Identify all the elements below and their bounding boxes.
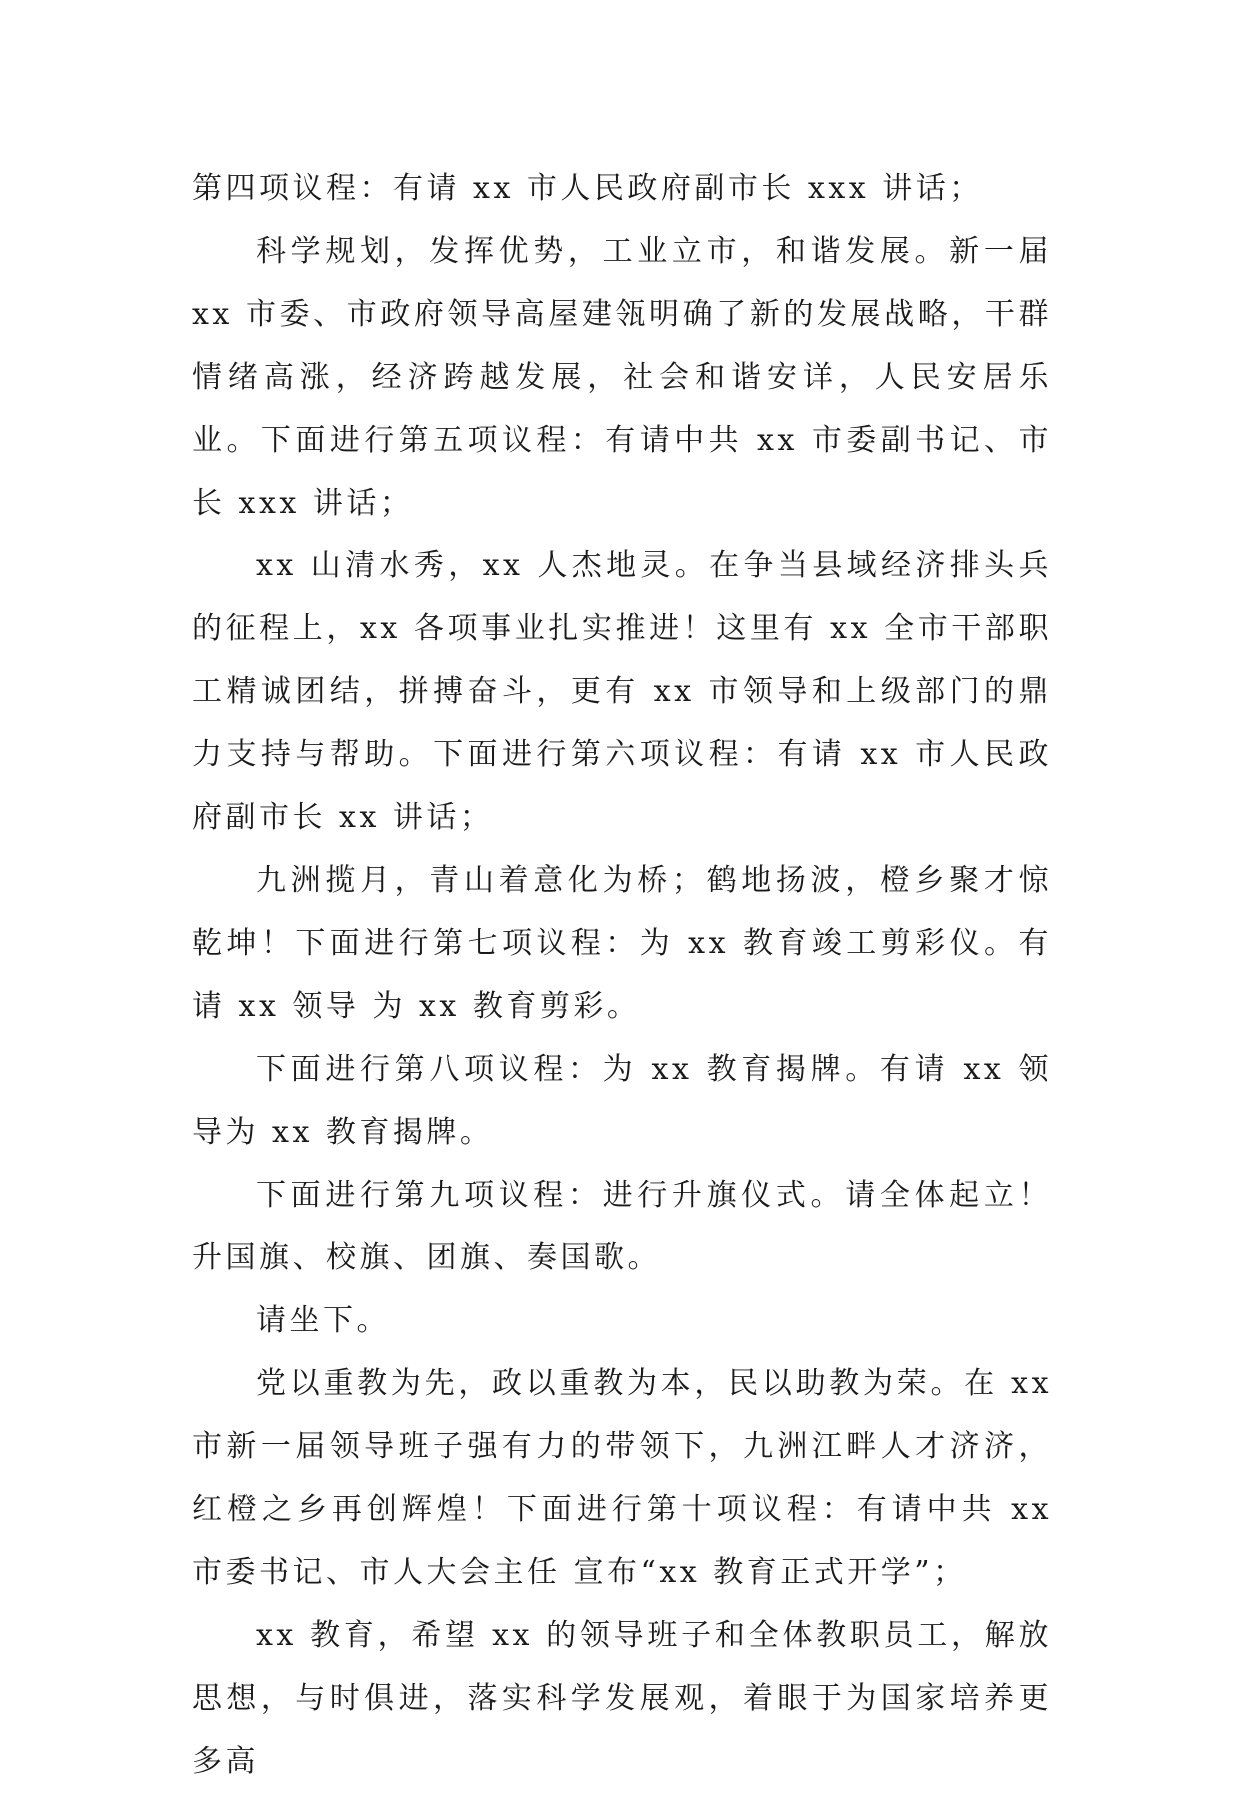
paragraph-agenda-7: 九洲揽月，青山着意化为桥；鹤地扬波，橙乡聚才惊乾坤！下面进行第七项议程：为 xx 教育竣工剪彩仪。有请 xx 领导 为 xx 教育剪彩。 <box>192 862 1052 1024</box>
paragraph-agenda-8: 下面进行第八项议程：为 xx 教育揭牌。有请 xx 领导为 xx 教育揭牌。 <box>192 1051 1052 1150</box>
paragraph-agenda-5: 科学规划，发挥优势，工业立市，和谐发展。新一届 xx 市委、市政府领导高屋建瓴明确了新的发展战略，干群情绪高涨，经济跨越发展，社会和谐安详，人民安居乐业。下面进行第五项议程：有请中共 xx 市委副书记、市长 xxx 讲话； <box>192 233 1052 521</box>
document-body <box>192 158 1052 1794</box>
paragraph-agenda-9: 下面进行第九项议程：进行升旗仪式。请全体起立！升国旗、校旗、团旗、奏国歌。 <box>192 1177 1052 1276</box>
paragraph-agenda-4: 第四项议程：有请 xx 市人民政府副市长 xxx 讲话； <box>192 171 983 206</box>
paragraph-agenda-6: xx 山清水秀，xx 人杰地灵。在争当县域经济排头兵的征程上，xx 各项事业扎实推进！这里有 xx 全市干部职工精诚团结，拼搏奋斗，更有 xx 市领导和上级部门的鼎力支持与帮助。下面进行第六项议程：有请 xx 市人民政府副市长 xx 讲话； <box>192 548 1052 836</box>
paragraph-agenda-10: 党以重教为先，政以重教为本，民以助教为荣。在 xx 市新一届领导班子强有力的带领下，九洲江畔人才济济，红橙之乡再创辉煌！下面进行第十项议程：有请中共 xx 市委书记、市人大会主任 宣布“xx 教育正式开学”； <box>192 1366 1052 1590</box>
paragraph-closing: xx 教育，希望 xx 的领导班子和全体教职员工，解放思想，与时俱进，落实科学发展观，着眼于为国家培养更多高 <box>192 1617 1052 1779</box>
paragraph-please-sit: 请坐下。 <box>256 1303 390 1339</box>
